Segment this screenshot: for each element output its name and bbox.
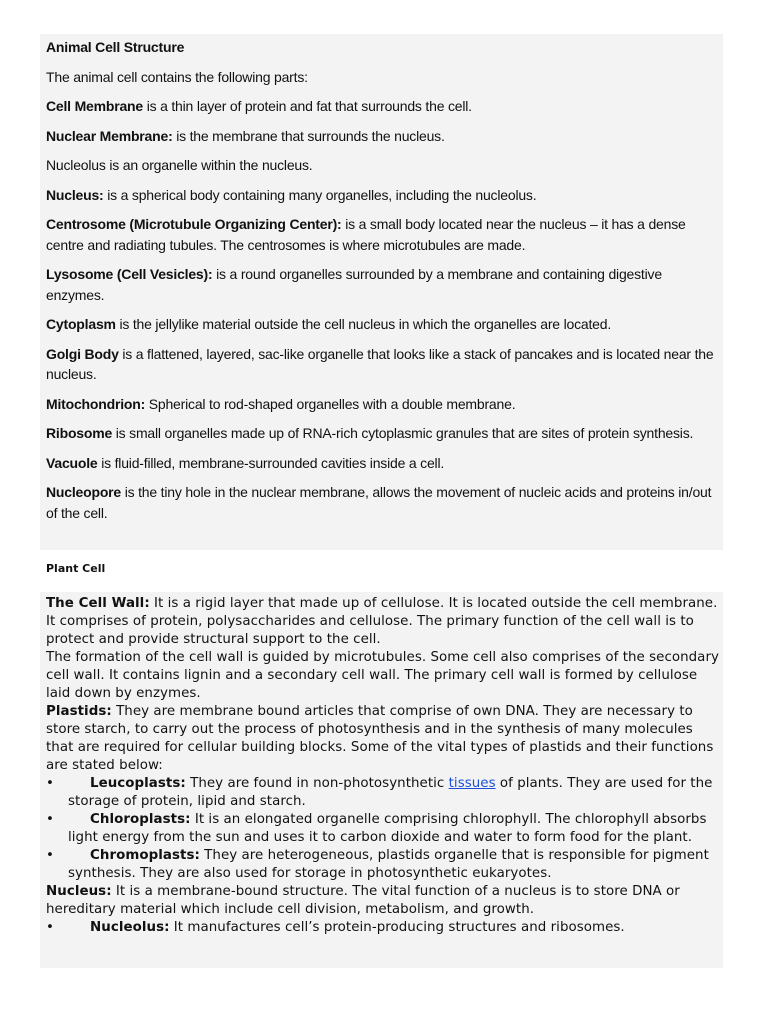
nucleus-paragraph [46, 883, 719, 919]
definition: Spherical to rod-shaped organelles with a double membrane. [145, 395, 516, 412]
definition: is a small body located near the nucleus – it has a dense centre and radiating tubules. The centrosomes is where microtubules are made. [46, 216, 686, 253]
item-cytoplasm [46, 314, 717, 335]
bullet-icon: • [46, 920, 54, 935]
term: Nucleus: [46, 186, 104, 203]
term: Cytoplasm [46, 316, 116, 332]
definition: is a spherical body containing many organelles, including the nucleolus. [103, 186, 537, 203]
item-nuclear-membrane [46, 126, 717, 147]
animal-cell-title: Animal Cell Structure [46, 39, 185, 55]
animal-cell-intro: The animal cell contains the following parts: [46, 68, 308, 85]
leucoplasts-list-item [46, 775, 719, 811]
item-nucleopore [46, 482, 717, 523]
definition: It is an elongated organelle comprising chlorophyll. The chlorophyll absorbs light energy from the sun and uses it to carbon dioxide and water to form food for the plant. [68, 812, 707, 845]
term: Centrosome (Microtubule Organizing Center): [46, 216, 342, 232]
bullet-icon: • [46, 776, 54, 791]
item-centrosome [46, 214, 717, 255]
tissues-link[interactable]: tissues [448, 776, 496, 791]
definition: is the tiny hole in the nuclear membrane, allows the movement of nucleic acids and proteins in/out of the cell. [46, 484, 712, 521]
definition: They are membrane bound articles that comprise of own DNA. They are necessary to store starch, to carry out the process of photosynthesis and in the synthesis of many molecules that are required for cellular building blocks. Some of the vital types of plastids and their functions are stated below: [46, 704, 714, 773]
definition: is small organelles made up of RNA-rich cytoplasmic granules that are sites of protein synthesis. [112, 425, 694, 441]
definition: They are found in non-photosynthetic [185, 776, 449, 791]
term: The Cell Wall: [46, 596, 150, 611]
term: Nuclear Membrane: [46, 127, 173, 144]
cell-wall-formation-paragraph: The formation of the cell wall is guided by microtubules. Some cell also comprises of the secondary cell wall. It contains lignin and a secondary cell wall. The primary cell wall is formed by cellulose laid down by enzymes. [46, 650, 719, 701]
definition: They are heterogeneous, plastids organelle that is responsible for pigment synthesis. They are also used for storage in photosynthetic eukaryotes. [68, 848, 709, 881]
term: Plastids: [46, 704, 112, 719]
definition: of plants. They are used for the storage of protein, lipid and starch. [68, 776, 713, 809]
chloroplasts-list-item [46, 811, 719, 847]
item-mitochondrion [46, 394, 717, 415]
plastids-paragraph [46, 703, 719, 775]
term: Chromoplasts: [90, 848, 200, 863]
definition: It manufactures cell’s protein-producing structures and ribosomes. [169, 920, 625, 935]
definition: is a flattened, layered, sac-like organelle that looks like a stack of pancakes and is located near the nucleus. [46, 345, 714, 382]
bullet-icon: • [46, 848, 54, 863]
definition: is a thin layer of protein and fat that surrounds the cell. [143, 98, 472, 114]
item-cell-membrane [46, 96, 717, 117]
nucleolus-list-item [46, 919, 719, 937]
chromoplasts-list-item [46, 847, 719, 883]
plant-cell-title: Plant Cell [46, 562, 106, 575]
item-nucleus [46, 185, 717, 206]
term: Golgi Body [46, 345, 119, 362]
definition: is fluid-filled, membrane-surrounded cavities inside a cell. [97, 454, 445, 471]
term: Nucleopore [46, 484, 122, 500]
term: Leucoplasts: [90, 776, 186, 791]
term: Chloroplasts: [90, 812, 191, 827]
definition: It is a rigid layer that made up of cellulose. It is located outside the cell membrane. It comprises of protein, polysaccharides and cellulose. The primary function of the cell wall is to protect and provide structural support to the cell. [46, 596, 718, 647]
bullet-icon: • [46, 812, 54, 827]
animal-cell-section [40, 34, 723, 550]
term: Mitochondrion: [46, 395, 146, 412]
term: Vacuole [46, 454, 98, 471]
term: Nucleolus: [90, 920, 170, 935]
definition: is the jellylike material outside the cell nucleus in which the organelles are located. [115, 316, 612, 332]
term: Lysosome (Cell Vesicles): [46, 266, 213, 282]
plant-cell-section [40, 592, 723, 968]
term: Nucleus: [46, 884, 112, 899]
item-vacuole [46, 453, 717, 474]
item-golgi-body [46, 344, 717, 385]
item-nucleolus [46, 155, 717, 176]
definition: is a round organelles surrounded by a membrane and containing digestive enzymes. [46, 266, 662, 303]
definition: It is a membrane-bound structure. The vital function of a nucleus is to store DNA or hereditary material which include cell division, metabolism, and growth. [46, 884, 680, 917]
definition: Nucleolus is an organelle within the nucleus. [46, 157, 313, 173]
term: Cell Membrane [46, 98, 143, 114]
definition: is the membrane that surrounds the nucleus. [172, 127, 445, 144]
cell-wall-paragraph [46, 595, 719, 649]
term: Ribosome [46, 425, 113, 441]
item-ribosome [46, 423, 717, 444]
item-lysosome [46, 264, 717, 305]
